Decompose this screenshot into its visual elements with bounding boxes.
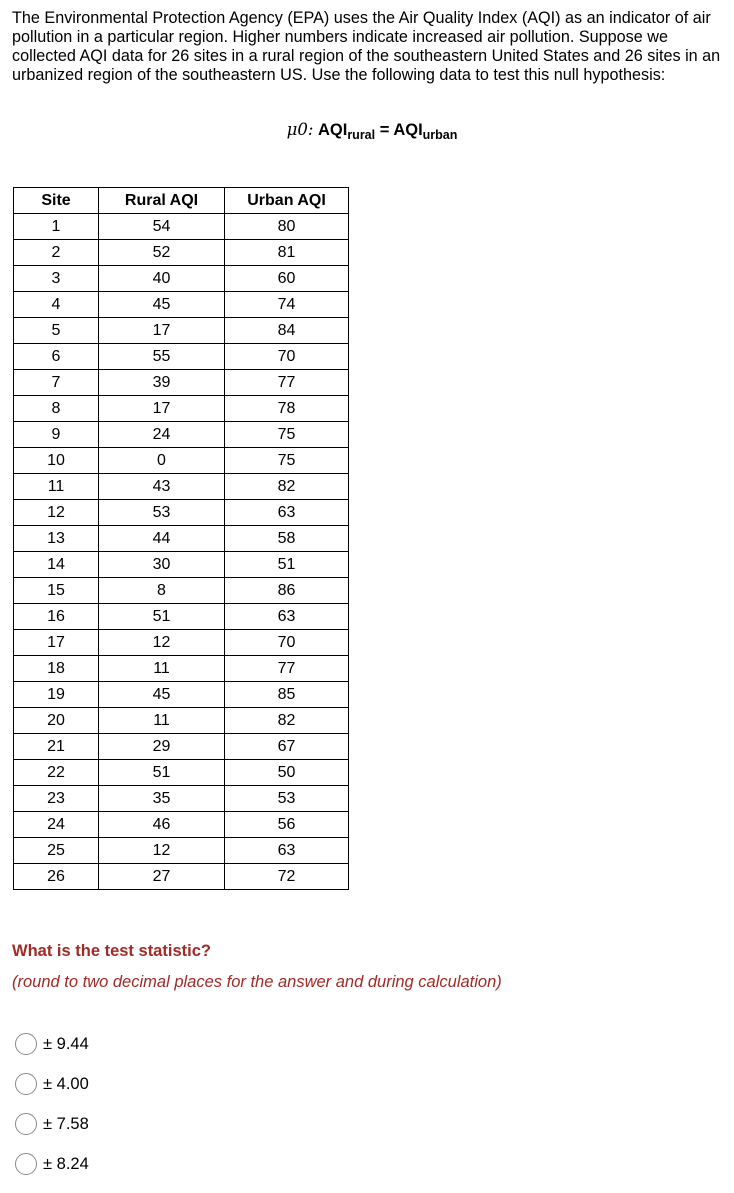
cell-rural-aqi: 12 — [99, 838, 225, 864]
answer-option-label: ± 7.58 — [43, 1115, 89, 1133]
cell-urban-aqi: 78 — [225, 396, 349, 422]
cell-rural-aqi: 43 — [99, 474, 225, 500]
answer-option[interactable] — [15, 1113, 89, 1153]
cell-urban-aqi: 84 — [225, 318, 349, 344]
cell-site: 4 — [14, 292, 99, 318]
cell-rural-aqi: 0 — [99, 448, 225, 474]
radio-button[interactable] — [15, 1073, 37, 1095]
cell-rural-aqi: 17 — [99, 396, 225, 422]
cell-urban-aqi: 63 — [225, 500, 349, 526]
cell-urban-aqi: 85 — [225, 682, 349, 708]
table-row — [14, 786, 349, 812]
table-row — [14, 292, 349, 318]
null-hypothesis — [0, 120, 734, 142]
question-text: What is the test statistic? — [12, 942, 211, 960]
problem-intro: The Environmental Protection Agency (EPA) uses the Air Quality Index (AQI) as an indicator of air pollution in a particular region. Higher numbers indicate increased air pollution. Suppose we collected AQI data for 26 sites in a rural region of the southeastern United States and 26 sites in an urbanized region of the southeastern US. Use the following data to test this null hypothesis: — [12, 9, 721, 84]
answer-options — [15, 1033, 89, 1193]
cell-site: 5 — [14, 318, 99, 344]
header-urban-aqi: Urban AQI — [225, 188, 349, 214]
table-row — [14, 656, 349, 682]
cell-urban-aqi: 72 — [225, 864, 349, 890]
cell-site: 21 — [14, 734, 99, 760]
table-row — [14, 682, 349, 708]
cell-site: 8 — [14, 396, 99, 422]
cell-urban-aqi: 77 — [225, 370, 349, 396]
cell-rural-aqi: 51 — [99, 604, 225, 630]
cell-rural-aqi: 8 — [99, 578, 225, 604]
cell-urban-aqi: 70 — [225, 630, 349, 656]
cell-rural-aqi: 12 — [99, 630, 225, 656]
cell-urban-aqi: 56 — [225, 812, 349, 838]
cell-rural-aqi: 11 — [99, 708, 225, 734]
table-row — [14, 396, 349, 422]
cell-rural-aqi: 11 — [99, 656, 225, 682]
cell-site: 14 — [14, 552, 99, 578]
cell-site: 22 — [14, 760, 99, 786]
cell-urban-aqi: 58 — [225, 526, 349, 552]
cell-rural-aqi: 29 — [99, 734, 225, 760]
table-header-row — [14, 188, 349, 214]
cell-urban-aqi: 53 — [225, 786, 349, 812]
cell-rural-aqi: 44 — [99, 526, 225, 552]
cell-urban-aqi: 86 — [225, 578, 349, 604]
cell-rural-aqi: 30 — [99, 552, 225, 578]
rounding-hint: (round to two decimal places for the answer and during calculation) — [12, 973, 502, 991]
cell-rural-aqi: 45 — [99, 682, 225, 708]
cell-site: 25 — [14, 838, 99, 864]
cell-site: 11 — [14, 474, 99, 500]
cell-site: 19 — [14, 682, 99, 708]
table-row — [14, 500, 349, 526]
cell-urban-aqi: 63 — [225, 838, 349, 864]
cell-urban-aqi: 67 — [225, 734, 349, 760]
hypothesis-mu: μ0: — [286, 120, 314, 139]
header-rural-aqi: Rural AQI — [99, 188, 225, 214]
cell-urban-aqi: 77 — [225, 656, 349, 682]
cell-rural-aqi: 24 — [99, 422, 225, 448]
hypothesis-equals: = — [375, 121, 394, 139]
answer-option[interactable] — [15, 1153, 89, 1193]
hypothesis-rhs-sub: urban — [422, 128, 458, 142]
cell-site: 3 — [14, 266, 99, 292]
table-row — [14, 552, 349, 578]
table-row — [14, 838, 349, 864]
aqi-table — [13, 187, 349, 890]
table-row — [14, 812, 349, 838]
cell-site: 7 — [14, 370, 99, 396]
cell-rural-aqi: 55 — [99, 344, 225, 370]
table-row — [14, 344, 349, 370]
cell-urban-aqi: 51 — [225, 552, 349, 578]
cell-site: 26 — [14, 864, 99, 890]
cell-rural-aqi: 45 — [99, 292, 225, 318]
answer-option-label: ± 9.44 — [43, 1035, 89, 1053]
cell-urban-aqi: 70 — [225, 344, 349, 370]
hypothesis-lhs: AQI — [317, 121, 348, 139]
cell-urban-aqi: 50 — [225, 760, 349, 786]
answer-option-label: ± 8.24 — [43, 1155, 89, 1173]
cell-rural-aqi: 52 — [99, 240, 225, 266]
cell-site: 10 — [14, 448, 99, 474]
cell-site: 24 — [14, 812, 99, 838]
cell-site: 23 — [14, 786, 99, 812]
hypothesis-rhs: AQI — [393, 121, 423, 139]
cell-rural-aqi: 35 — [99, 786, 225, 812]
radio-button[interactable] — [15, 1033, 37, 1055]
table-row — [14, 422, 349, 448]
cell-rural-aqi: 53 — [99, 500, 225, 526]
hypothesis-lhs-sub: rural — [347, 128, 376, 142]
radio-button[interactable] — [15, 1113, 37, 1135]
cell-site: 18 — [14, 656, 99, 682]
cell-rural-aqi: 39 — [99, 370, 225, 396]
table-row — [14, 448, 349, 474]
table-row — [14, 604, 349, 630]
cell-site: 2 — [14, 240, 99, 266]
aqi-table-body — [14, 214, 349, 890]
cell-rural-aqi: 54 — [99, 214, 225, 240]
answer-option[interactable] — [15, 1033, 89, 1073]
table-row — [14, 240, 349, 266]
cell-urban-aqi: 75 — [225, 448, 349, 474]
cell-urban-aqi: 75 — [225, 422, 349, 448]
cell-urban-aqi: 82 — [225, 474, 349, 500]
cell-rural-aqi: 51 — [99, 760, 225, 786]
cell-rural-aqi: 46 — [99, 812, 225, 838]
table-row — [14, 370, 349, 396]
cell-urban-aqi: 74 — [225, 292, 349, 318]
table-row — [14, 578, 349, 604]
cell-urban-aqi: 81 — [225, 240, 349, 266]
header-site: Site — [14, 188, 99, 214]
cell-site: 15 — [14, 578, 99, 604]
table-row — [14, 760, 349, 786]
cell-urban-aqi: 82 — [225, 708, 349, 734]
cell-site: 9 — [14, 422, 99, 448]
cell-site: 13 — [14, 526, 99, 552]
cell-rural-aqi: 40 — [99, 266, 225, 292]
cell-rural-aqi: 17 — [99, 318, 225, 344]
answer-option-label: ± 4.00 — [43, 1075, 89, 1093]
cell-urban-aqi: 60 — [225, 266, 349, 292]
table-row — [14, 526, 349, 552]
table-row — [14, 474, 349, 500]
table-row — [14, 266, 349, 292]
cell-site: 16 — [14, 604, 99, 630]
table-row — [14, 214, 349, 240]
cell-urban-aqi: 80 — [225, 214, 349, 240]
cell-site: 17 — [14, 630, 99, 656]
radio-button[interactable] — [15, 1153, 37, 1175]
cell-urban-aqi: 63 — [225, 604, 349, 630]
table-row — [14, 318, 349, 344]
cell-site: 1 — [14, 214, 99, 240]
cell-site: 6 — [14, 344, 99, 370]
table-row — [14, 864, 349, 890]
table-row — [14, 630, 349, 656]
table-row — [14, 708, 349, 734]
table-row — [14, 734, 349, 760]
cell-site: 12 — [14, 500, 99, 526]
answer-option[interactable] — [15, 1073, 89, 1113]
cell-site: 20 — [14, 708, 99, 734]
cell-rural-aqi: 27 — [99, 864, 225, 890]
